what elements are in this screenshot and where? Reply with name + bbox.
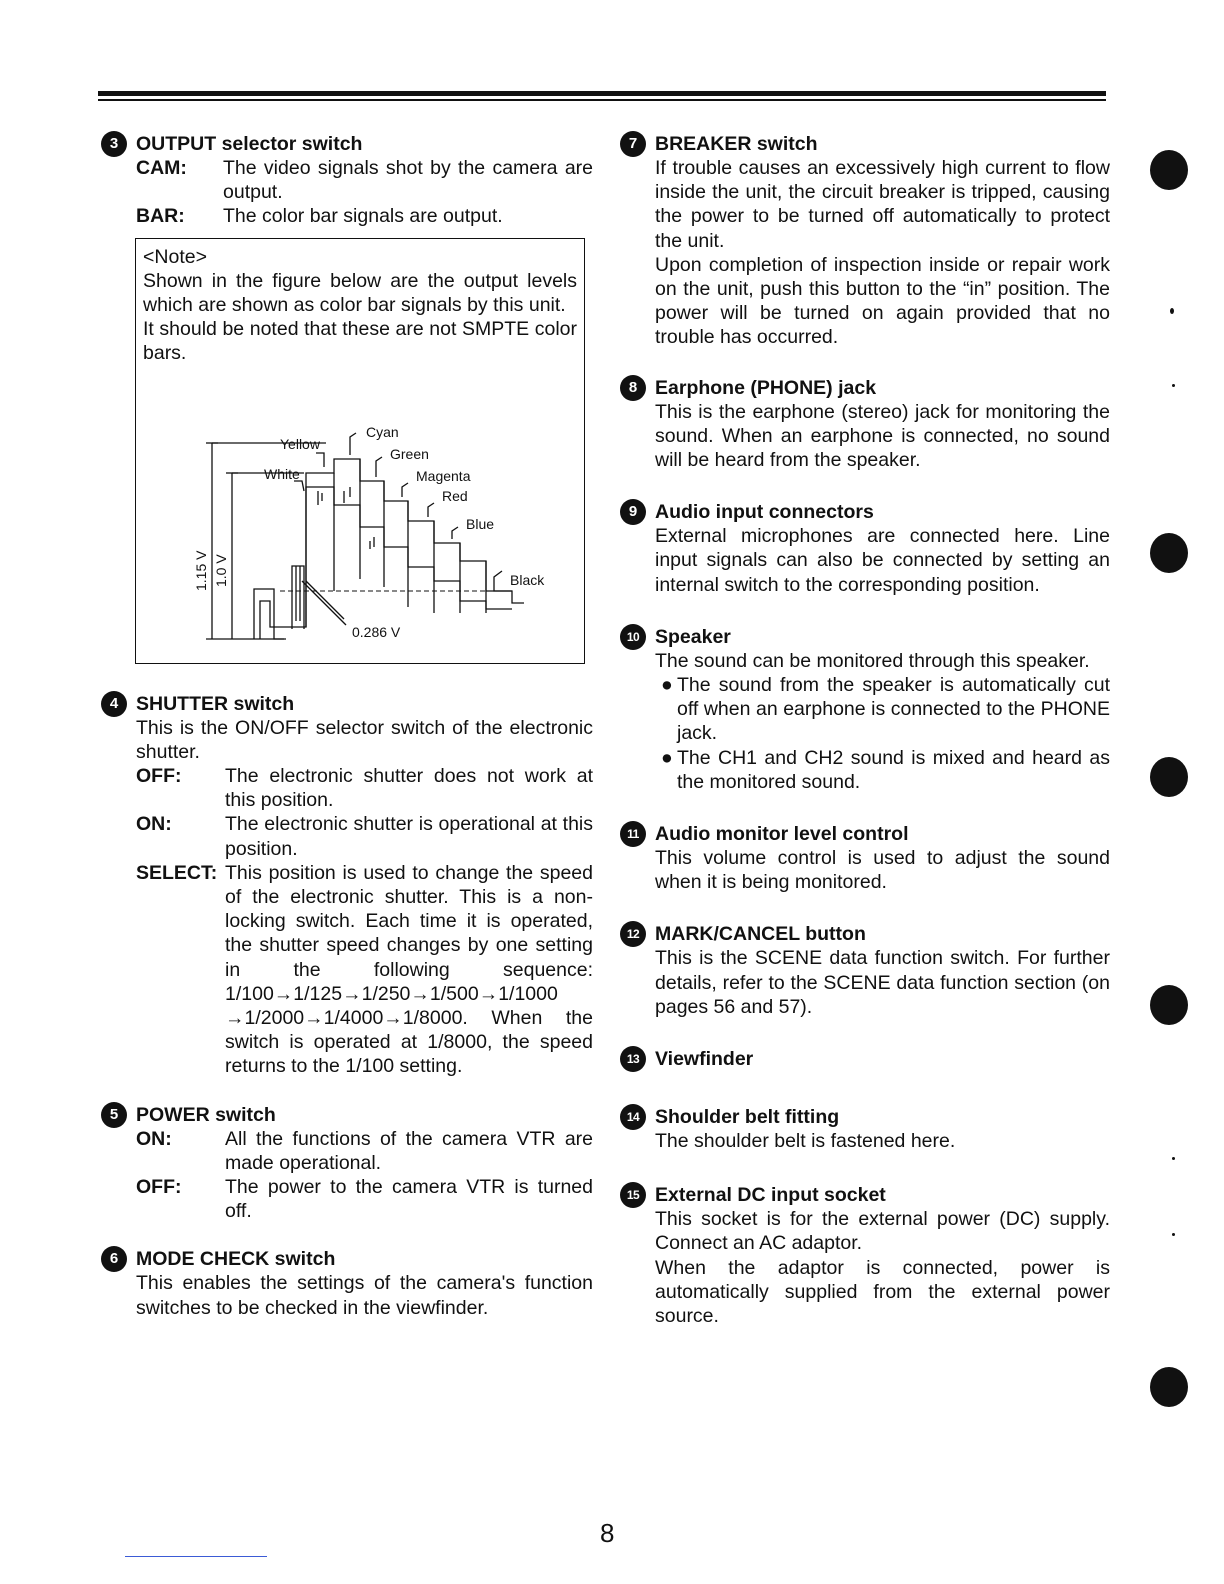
left-column <box>101 132 593 1320</box>
section-heading <box>620 1047 1110 1071</box>
section-text: The sound can be monitored through this speaker. <box>655 649 1090 672</box>
list-item <box>655 746 1110 794</box>
section-heading <box>101 692 593 716</box>
section-title: MARK/CANCEL button <box>655 923 866 946</box>
section-paragraph: When the adaptor is connected, power is automatically supplied from the external power source. <box>655 1256 1110 1328</box>
section-body <box>620 946 1110 1019</box>
section-heading <box>620 132 1110 156</box>
section-body <box>101 1271 593 1319</box>
definition-term: OFF: <box>136 1176 182 1199</box>
section-body <box>620 649 1110 794</box>
section-paragraph: This socket is for the external power (DC) supply. Connect an AC adaptor. <box>655 1208 1110 1255</box>
header-rule-thin <box>98 99 1106 101</box>
section-heading <box>620 500 1110 524</box>
note-paragraph: Shown in the figure below are the output levels which are shown as color bar signals by this unit. <box>143 269 577 317</box>
section-title: OUTPUT selector switch <box>136 132 363 155</box>
section-title: POWER switch <box>136 1103 276 1126</box>
section-title: Viewfinder <box>655 1047 754 1070</box>
item-number-badge: 6 <box>101 1246 127 1272</box>
section-heading <box>620 1183 1110 1207</box>
definition-desc: The video signals shot by the camera are output. <box>223 157 593 204</box>
section-heading <box>620 822 1110 846</box>
definition-desc: The electronic shutter does not work at this position. <box>225 765 593 812</box>
section-viewfinder <box>620 1047 1110 1071</box>
section-shoulder-belt <box>620 1105 1110 1153</box>
scan-speck <box>1170 308 1174 314</box>
section-text: This volume control is used to adjust the sound when it is being monitored. <box>655 847 1110 894</box>
scan-speck <box>1172 1157 1175 1160</box>
section-text: This enables the settings of the camera's function switches to be checked in the viewfinder. <box>136 1272 593 1319</box>
definition-row <box>136 1175 593 1223</box>
note-paragraph: It should be noted that these are not SMPTE color bars. <box>143 318 577 365</box>
section-title: Speaker <box>655 625 731 648</box>
item-number-badge: 15 <box>620 1182 646 1208</box>
section-text: This is the earphone (stereo) jack for monitoring the sound. When an earphone is connected, no sound will be heard from the speaker. <box>655 400 1110 472</box>
leader-yellow <box>316 453 324 467</box>
section-text: External microphones are connected here. Line input signals can also be connected by setting an internal switch to the corresponding position. <box>655 525 1110 596</box>
leader-cyan <box>350 433 356 455</box>
section-paragraph: Upon completion of inspection inside or repair work on the unit, push this button to the “in” position. The power will be turned on again provided that no trouble has occurred. <box>655 253 1110 349</box>
section-body <box>620 400 1110 473</box>
item-number-badge: 9 <box>620 499 646 525</box>
section-audio-monitor-level <box>620 822 1110 894</box>
section-body <box>620 846 1110 894</box>
label-cyan: Cyan <box>366 423 399 440</box>
sync-detail <box>260 601 284 639</box>
label-black: Black <box>510 571 545 588</box>
label-white: White <box>264 465 300 482</box>
list-item <box>655 673 1110 746</box>
item-number-badge: 13 <box>620 1046 646 1072</box>
leader-green <box>376 457 382 477</box>
binder-hole-mark <box>1150 757 1188 797</box>
leader-red <box>428 503 434 517</box>
item-number-badge: 3 <box>101 131 127 157</box>
definition-term: ON: <box>136 813 172 836</box>
section-body <box>620 1207 1110 1328</box>
definition-row <box>136 764 593 812</box>
definition-row <box>136 812 593 860</box>
section-heading <box>620 1105 1110 1129</box>
scan-speck <box>1172 384 1175 387</box>
section-title: Audio monitor level control <box>655 822 909 845</box>
definition-term: BAR: <box>136 205 185 228</box>
staircase-lower <box>306 487 512 627</box>
color-bar-diagram-svg <box>194 391 584 661</box>
label-10v: 1.0 V <box>213 553 229 587</box>
burst-packet <box>292 566 304 629</box>
section-title: Audio input connectors <box>655 501 874 524</box>
section-audio-input <box>620 500 1110 597</box>
definition-row <box>136 156 593 204</box>
section-heading <box>101 132 593 156</box>
bullet-icon: ● <box>661 674 673 697</box>
definition-row <box>136 861 593 1079</box>
bullet-list <box>655 673 1110 794</box>
section-output-selector <box>101 132 593 664</box>
section-title: External DC input socket <box>655 1184 886 1207</box>
section-body <box>620 1129 1110 1153</box>
item-number-badge: 8 <box>620 375 646 401</box>
header-rule <box>98 91 1106 96</box>
scan-speck <box>1172 1233 1175 1236</box>
definition-term: CAM: <box>136 157 187 179</box>
item-number-badge: 7 <box>620 131 646 157</box>
section-speaker <box>620 625 1110 794</box>
page-number: 8 <box>600 1518 615 1548</box>
item-number-badge: 11 <box>620 821 646 847</box>
section-external-dc <box>620 1183 1110 1328</box>
definition-desc: This position is used to change the speed of the electronic shutter. This is a non-locking switch. Each time it is operated, the shutter speed changes by one setting in the following sequence: 1/100→1/125→1/250→1/500→1/1000 →1/2000→1/4000→1/8000. When the switch is operated at 1/8000, the speed returns to the 1/100 setting. <box>225 861 593 1078</box>
section-mode-check <box>101 1247 593 1319</box>
definition-desc: The electronic shutter is operational at this position. <box>225 813 593 860</box>
item-number-badge: 5 <box>101 1102 127 1128</box>
section-heading <box>620 376 1110 400</box>
item-number-badge: 4 <box>101 691 127 717</box>
section-title: BREAKER switch <box>655 132 818 155</box>
binder-hole-mark <box>1150 985 1188 1025</box>
label-red: Red <box>442 487 468 504</box>
section-heading <box>620 625 1110 649</box>
list-item-text: The CH1 and CH2 sound is mixed and heard as the monitored sound. <box>677 746 1110 793</box>
leader-white <box>294 481 304 491</box>
note-title: <Note> <box>143 245 207 268</box>
item-number-badge: 10 <box>620 624 646 650</box>
section-body <box>620 156 1110 350</box>
bullet-icon: ● <box>661 746 673 769</box>
section-text: This is the SCENE data function switch. For further details, refer to the SCENE data function section (on pages 56 and 57). <box>655 947 1110 1018</box>
section-body <box>620 524 1110 597</box>
section-heading <box>620 922 1110 946</box>
label-magenta: Magenta <box>416 467 471 484</box>
binder-hole-mark <box>1150 150 1188 190</box>
footer-underline <box>125 1556 267 1557</box>
definition-desc: The color bar signals are output. <box>223 205 503 228</box>
section-heading <box>101 1103 593 1127</box>
label-115v: 1.15 V <box>194 550 209 591</box>
binder-hole-mark <box>1150 1367 1188 1407</box>
definition-row <box>136 1127 593 1175</box>
pointer-0286 <box>302 581 346 625</box>
label-yellow: Yellow <box>280 435 320 452</box>
definition-desc: All the functions of the camera VTR are made operational. <box>225 1127 593 1174</box>
staircase-upper <box>284 459 524 627</box>
definition-term: ON: <box>136 1127 172 1150</box>
leader-blue <box>452 527 458 539</box>
section-body <box>101 716 593 1079</box>
section-title: Earphone (PHONE) jack <box>655 376 877 399</box>
item-number-badge: 12 <box>620 921 646 947</box>
item-number-badge: 14 <box>620 1104 646 1130</box>
label-green: Green <box>390 445 429 462</box>
section-paragraph: If trouble causes an excessively high current to flow inside the unit, the circuit breaker is tripped, causing the power to be turned off automatically to protect the unit. <box>655 157 1110 252</box>
section-text: The shoulder belt is fastened here. <box>655 1130 956 1153</box>
section-body <box>101 1127 593 1224</box>
note-box <box>135 238 585 664</box>
section-power-switch <box>101 1103 593 1224</box>
label-0286v: 0.286 V <box>352 623 401 640</box>
label-blue: Blue <box>466 515 495 532</box>
right-column <box>620 132 1110 1328</box>
section-title: SHUTTER switch <box>136 692 295 715</box>
definition-row <box>136 204 593 228</box>
section-breaker-switch <box>620 132 1110 350</box>
section-intro: This is the ON/OFF selector switch of the electronic shutter. <box>136 716 593 763</box>
section-mark-cancel <box>620 922 1110 1019</box>
section-heading <box>101 1247 593 1271</box>
section-title: Shoulder belt fitting <box>655 1105 840 1128</box>
binder-hole-mark <box>1150 533 1188 573</box>
list-item-text: The sound from the speaker is automatically cut off when an earphone is connected to the PHONE jack. <box>677 674 1110 745</box>
section-shutter-switch <box>101 692 593 1079</box>
definition-desc: The power to the camera VTR is turned off. <box>225 1176 593 1223</box>
section-title: MODE CHECK switch <box>136 1248 336 1271</box>
section-earphone-jack <box>620 376 1110 473</box>
definition-term: OFF: <box>136 765 182 788</box>
definition-term: SELECT: <box>136 861 218 884</box>
color-bar-level-diagram <box>194 391 584 667</box>
section-body <box>101 156 593 229</box>
leader-magenta <box>402 483 408 497</box>
